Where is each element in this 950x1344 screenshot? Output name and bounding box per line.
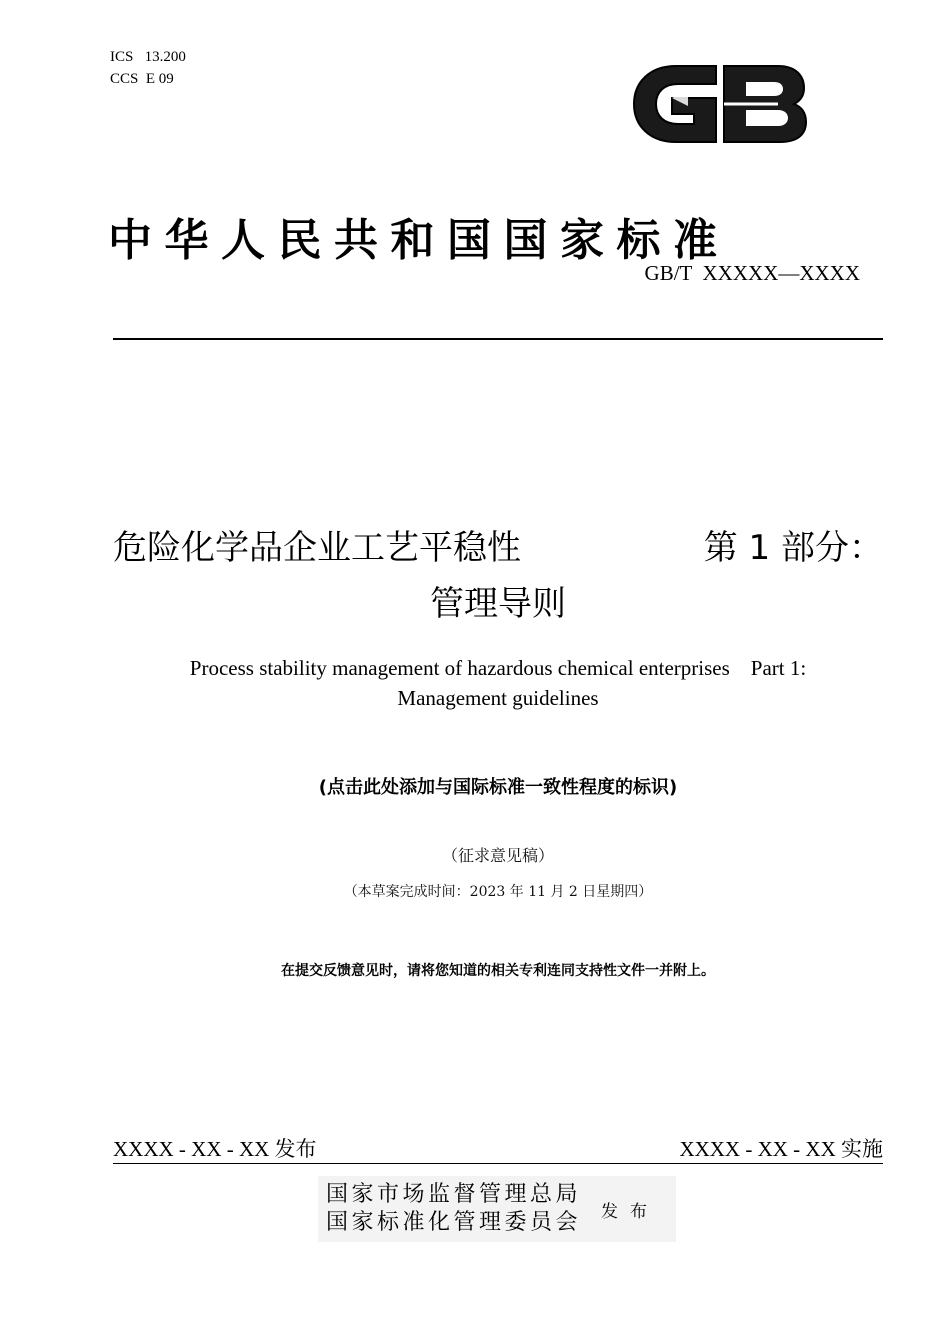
- ccs-code: E 09: [145, 71, 174, 87]
- ics-line: [110, 46, 186, 68]
- patent-notice: 在提交反馈意见时，请将您知道的相关专利连同支持性文件一并附上。: [281, 963, 715, 979]
- ccs-label: CCS: [110, 71, 139, 87]
- issue-verb: 发布: [601, 1201, 660, 1222]
- standard-title: 中华人民共和国国家标准: [108, 215, 730, 266]
- ics-label: ICS: [110, 49, 134, 65]
- chinese-title: [113, 520, 883, 632]
- chinese-title-line-1: [113, 520, 883, 576]
- chinese-title-part: 第 1 部分：: [703, 528, 883, 568]
- chinese-title-line-2: 管理导则: [430, 584, 566, 624]
- english-title: [113, 653, 883, 713]
- issuer-sac: 国家标准化管理委员会: [326, 1210, 582, 1235]
- header-divider: [113, 338, 883, 340]
- classification-codes: [110, 46, 186, 90]
- standard-number: GB/T XXXXX—XXXX: [644, 261, 860, 285]
- ccs-line: [110, 68, 186, 90]
- draft-status: （征求意见稿）: [441, 846, 554, 865]
- footer-divider: [113, 1163, 883, 1164]
- issue-date: XXXX - XX - XX 发布: [113, 1137, 317, 1161]
- consistency-placeholder[interactable]: (点击此处添加与国际标准一致性程度的标识): [318, 777, 678, 798]
- gb-logo-icon: [628, 58, 810, 150]
- draft-completion-date: （本草案完成时间：2023 年 11 月 2 日星期四）: [343, 884, 653, 900]
- issuer-samr: 国家市场监督管理总局: [326, 1182, 582, 1207]
- implementation-date: XXXX - XX - XX 实施: [679, 1137, 883, 1161]
- issuing-authorities: [318, 1176, 676, 1242]
- chinese-title-main: 危险化学品企业工艺平稳性: [113, 528, 521, 568]
- english-title-line-1: Process stability management of hazardous chemical enterprises Part 1:: [189, 656, 807, 680]
- gb-logo: [628, 58, 810, 150]
- ics-code: 13.200: [144, 49, 186, 65]
- english-title-line-2: Management guidelines: [397, 686, 599, 710]
- issuer-names: [326, 1181, 581, 1237]
